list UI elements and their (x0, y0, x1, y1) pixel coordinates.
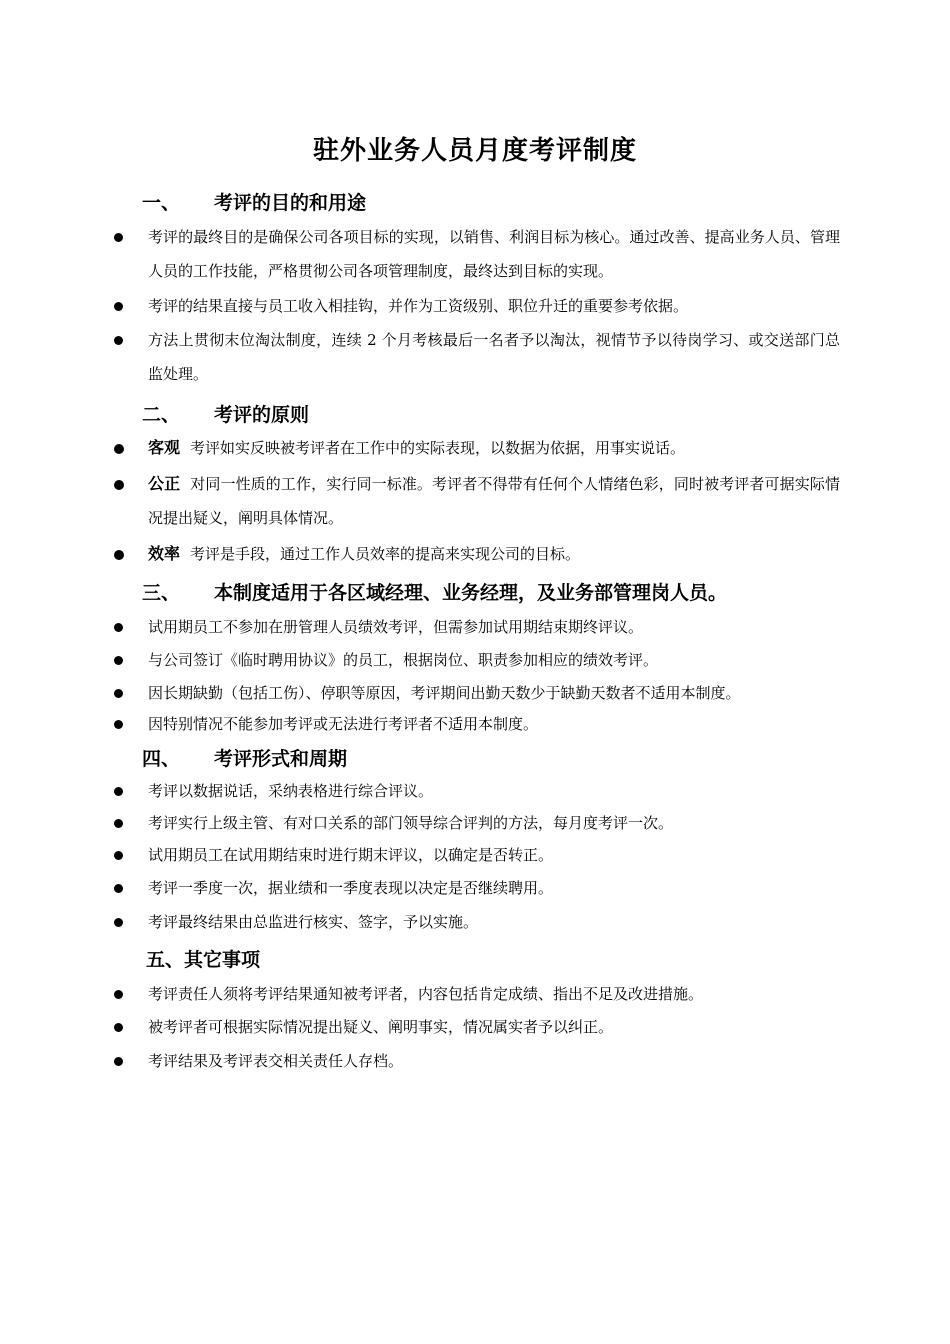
principle-term: 公正 (148, 474, 181, 493)
section-number: 二、 (142, 404, 181, 426)
bullet-icon (114, 851, 123, 860)
bullet-icon (114, 689, 123, 698)
document-title: 驻外业务人员月度考评制度 (312, 136, 637, 166)
item-text: 考评一季度一次，据业绩和一季度表现以决定是否继续聘用。 (148, 879, 554, 897)
section-heading-1 (142, 188, 366, 215)
item-text: 方法上贯彻末位淘汰制度，连续 2 个月考核最后一名者予以淘汰，视情节予以待岗学习、或交送部门总监处理。 (148, 331, 840, 383)
item-text: 考评实行上级主管、有对口关系的部门领导综合评判的方法，每月度考评一次。 (148, 814, 674, 832)
bullet-icon (114, 656, 123, 665)
principle-text: 考评是手段，通过工作人员效率的提高来实现公司的目标。 (190, 545, 581, 563)
section-title: 考评的原则 (214, 404, 310, 426)
item-text: 试用期员工不参加在册管理人员绩效考评，但需参加试用期结束期终评议。 (148, 618, 644, 636)
section-number: 三、 (142, 582, 181, 604)
section-number: 一、 (142, 192, 181, 214)
bullet-icon (114, 884, 123, 893)
bullet-icon (114, 480, 124, 490)
bullet-icon (114, 550, 124, 560)
section-title: 考评形式和周期 (214, 748, 348, 770)
section-heading-2 (142, 400, 309, 427)
principle-term: 效率 (148, 544, 181, 563)
item-text: 考评责任人须将考评结果通知被考评者，内容包括肯定成绩、指出不足及改进措施。 (148, 985, 704, 1003)
item-text (148, 537, 840, 571)
section-heading-4 (142, 744, 347, 771)
bullet-icon (114, 623, 123, 632)
section-title: 其它事项 (184, 949, 261, 971)
bullet-icon (114, 444, 124, 454)
item-text: 考评结果及考评表交相关责任人存档。 (148, 1052, 404, 1070)
bullet-icon (114, 233, 123, 242)
section-heading-5 (146, 945, 260, 972)
item-text: 因长期缺勤（包括工伤）、停职等原因，考评期间出勤天数少于缺勤天数者不适用本制度。 (148, 684, 741, 702)
bullet-icon (114, 302, 123, 311)
item-text: 被考评者可根据实际情况提出疑义、阐明事实，情况属实者予以纠正。 (148, 1018, 614, 1036)
bullet-icon (114, 720, 123, 729)
bullet-icon (114, 787, 123, 796)
item-text: 因特别情况不能参加考评或无法进行考评者不适用本制度。 (148, 715, 539, 733)
item-text: 考评的结果直接与员工收入相挂钩，并作为工资级别、职位升迁的重要参考依据。 (148, 297, 689, 315)
bullet-icon (114, 990, 123, 999)
bullet-icon (114, 336, 123, 345)
bullet-icon (114, 1057, 123, 1066)
principle-term: 客观 (148, 438, 181, 457)
bullet-icon (114, 819, 123, 828)
section-heading-3 (142, 578, 727, 605)
section-number: 五、 (146, 949, 185, 971)
item-text (148, 467, 840, 535)
section-number: 四、 (142, 748, 181, 770)
item-text: 试用期员工在试用期结束时进行期末评议，以确定是否转正。 (148, 846, 554, 864)
bullet-icon (114, 1023, 123, 1032)
principle-text: 对同一性质的工作，实行同一标准。考评者不得带有任何个人情绪色彩，同时被考评者可据实际情况提出疑义，阐明具体情况。 (148, 475, 840, 527)
principle-text: 考评如实反映被考评者在工作中的实际表现，以数据为依据，用事实说话。 (190, 439, 686, 457)
item-text: 与公司签订《临时聘用协议》的员工，根据岗位、职责参加相应的绩效考评。 (148, 651, 659, 669)
item-text (148, 431, 840, 465)
item-text: 考评的最终目的是确保公司各项目标的实现，以销售、利润目标为核心。通过改善、提高业务人员、管理人员的工作技能，严格贯彻公司各项管理制度，最终达到目标的实现。 (148, 228, 840, 280)
item-text: 考评最终结果由总监进行核实、签字，予以实施。 (148, 913, 479, 931)
section-title: 考评的目的和用途 (214, 192, 367, 214)
item-text: 考评以数据说话，采纳表格进行综合评议。 (148, 782, 434, 800)
section-title: 本制度适用于各区域经理、业务经理，及业务部管理岗人员。 (214, 582, 728, 604)
bullet-icon (114, 918, 123, 927)
